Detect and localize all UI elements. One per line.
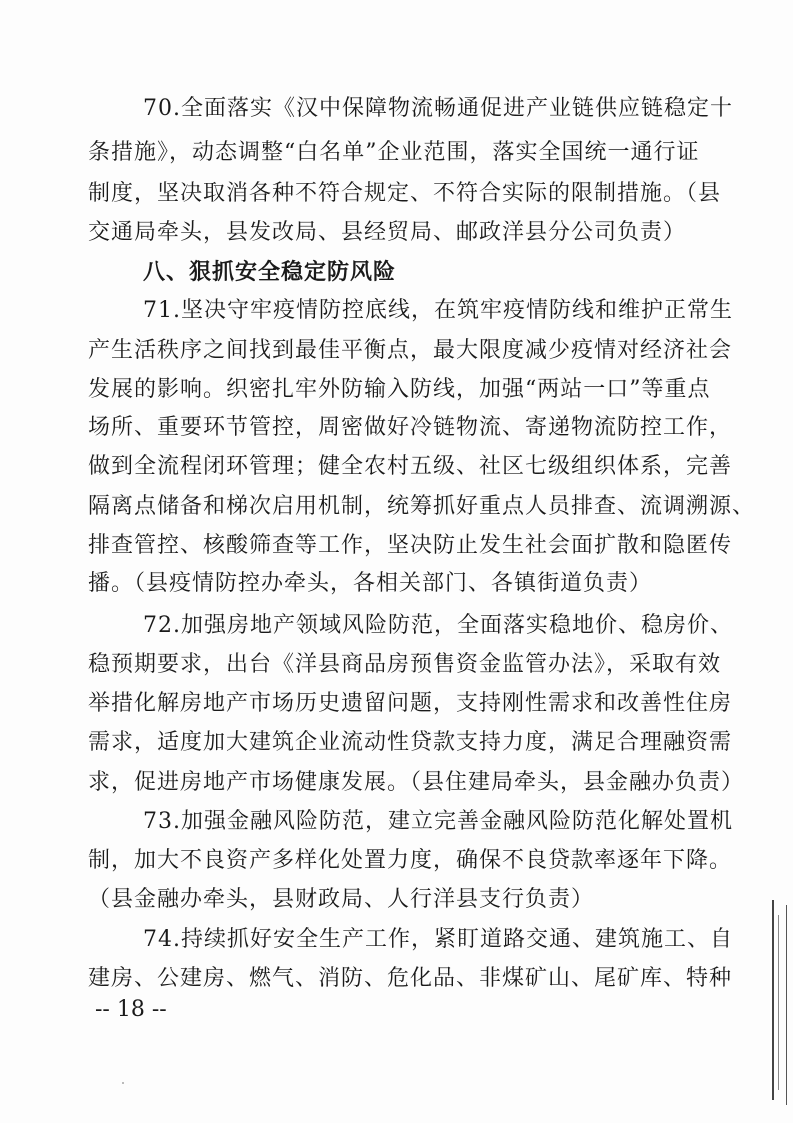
paragraph-73-line-3: （县金融办牵头，县财政局、人行洋县支行负责）: [88, 887, 595, 912]
paragraph-71-line-7: 排查管控、核酸筛查等工作，坚决防止发生社会面扩散和隐匿传: [88, 533, 733, 558]
page-number: -- 18 --: [95, 997, 167, 1022]
scan-edge-line: [778, 915, 779, 1090]
paragraph-71-line-6: 隔离点储备和梯次启用机制，统筹抓好重点人员排查、流调溯源、: [88, 494, 756, 519]
paragraph-73-line-2: 制，加大不良资产多样化处置力度，确保不良贷款率逐年下降。: [88, 848, 733, 873]
paragraph-71-line-3: 发展的影响。织密扎牢外防输入防线，加强“两站一口”等重点: [88, 377, 711, 402]
paragraph-74-line-1: 74.持续抓好安全生产工作，紧盯道路交通、建筑施工、自: [143, 927, 733, 952]
paragraph-71-line-5: 做到全流程闭环管理；健全农村五级、社区七级组织体系，完善: [88, 454, 733, 479]
section-heading: 八、狠抓安全稳定防风险: [143, 260, 397, 285]
scan-edge-line: [772, 900, 774, 1100]
paragraph-71-line-1: 71.坚决守牢疫情防控底线，在筑牢疫情防线和维护正常生: [143, 298, 733, 323]
paragraph-71-line-8: 播。（县疫情防控办牵头，各相关部门、各镇街道负责）: [88, 571, 653, 596]
scan-dust-dot: [122, 1082, 124, 1084]
paragraph-74-line-2: 建房、公建房、燃气、消防、危化品、非煤矿山、尾矿库、特种: [88, 966, 733, 991]
paragraph-72-line-5: 求，促进房地产市场健康发展。（县住建局牵头，县金融办负责）: [88, 770, 745, 795]
paragraph-73-line-1: 73.加强金融风险防范，建立完善金融风险防范化解处置机: [143, 809, 733, 834]
paragraph-70-line-3: 制度，坚决取消各种不符合规定、不符合实际的限制措施。（县: [88, 181, 722, 206]
scan-edge-line: [786, 905, 787, 1105]
paragraph-70-line-2: 条措施》，动态调整“白名单”企业范围，落实全国统一通行证: [88, 140, 700, 165]
paragraph-72-line-1: 72.加强房地产领域风险防范，全面落实稳地价、稳房价、: [143, 613, 733, 638]
paragraph-72-line-2: 稳预期要求，出台《洋县商品房预售资金监管办法》，采取有效: [88, 652, 722, 677]
paragraph-72-line-3: 举措化解房地产市场历史遗留问题，支持刚性需求和改善性住房: [88, 691, 733, 716]
paragraph-71-line-2: 产生活秩序之间找到最佳平衡点，最大限度减少疫情对经济社会: [88, 338, 733, 363]
paragraph-72-line-4: 需求，适度加大建筑企业流动性贷款支持力度，满足合理融资需: [88, 730, 733, 755]
paragraph-70-line-1: 70.全面落实《汉中保障物流畅通促进产业链供应链稳定十: [143, 96, 733, 121]
paragraph-71-line-4: 场所、重要环节管控，周密做好冷链物流、寄递物流防控工作，: [88, 415, 733, 440]
paragraph-70-line-4: 交通局牵头，县发改局、县经贸局、邮政洋县分公司负责）: [88, 220, 687, 245]
